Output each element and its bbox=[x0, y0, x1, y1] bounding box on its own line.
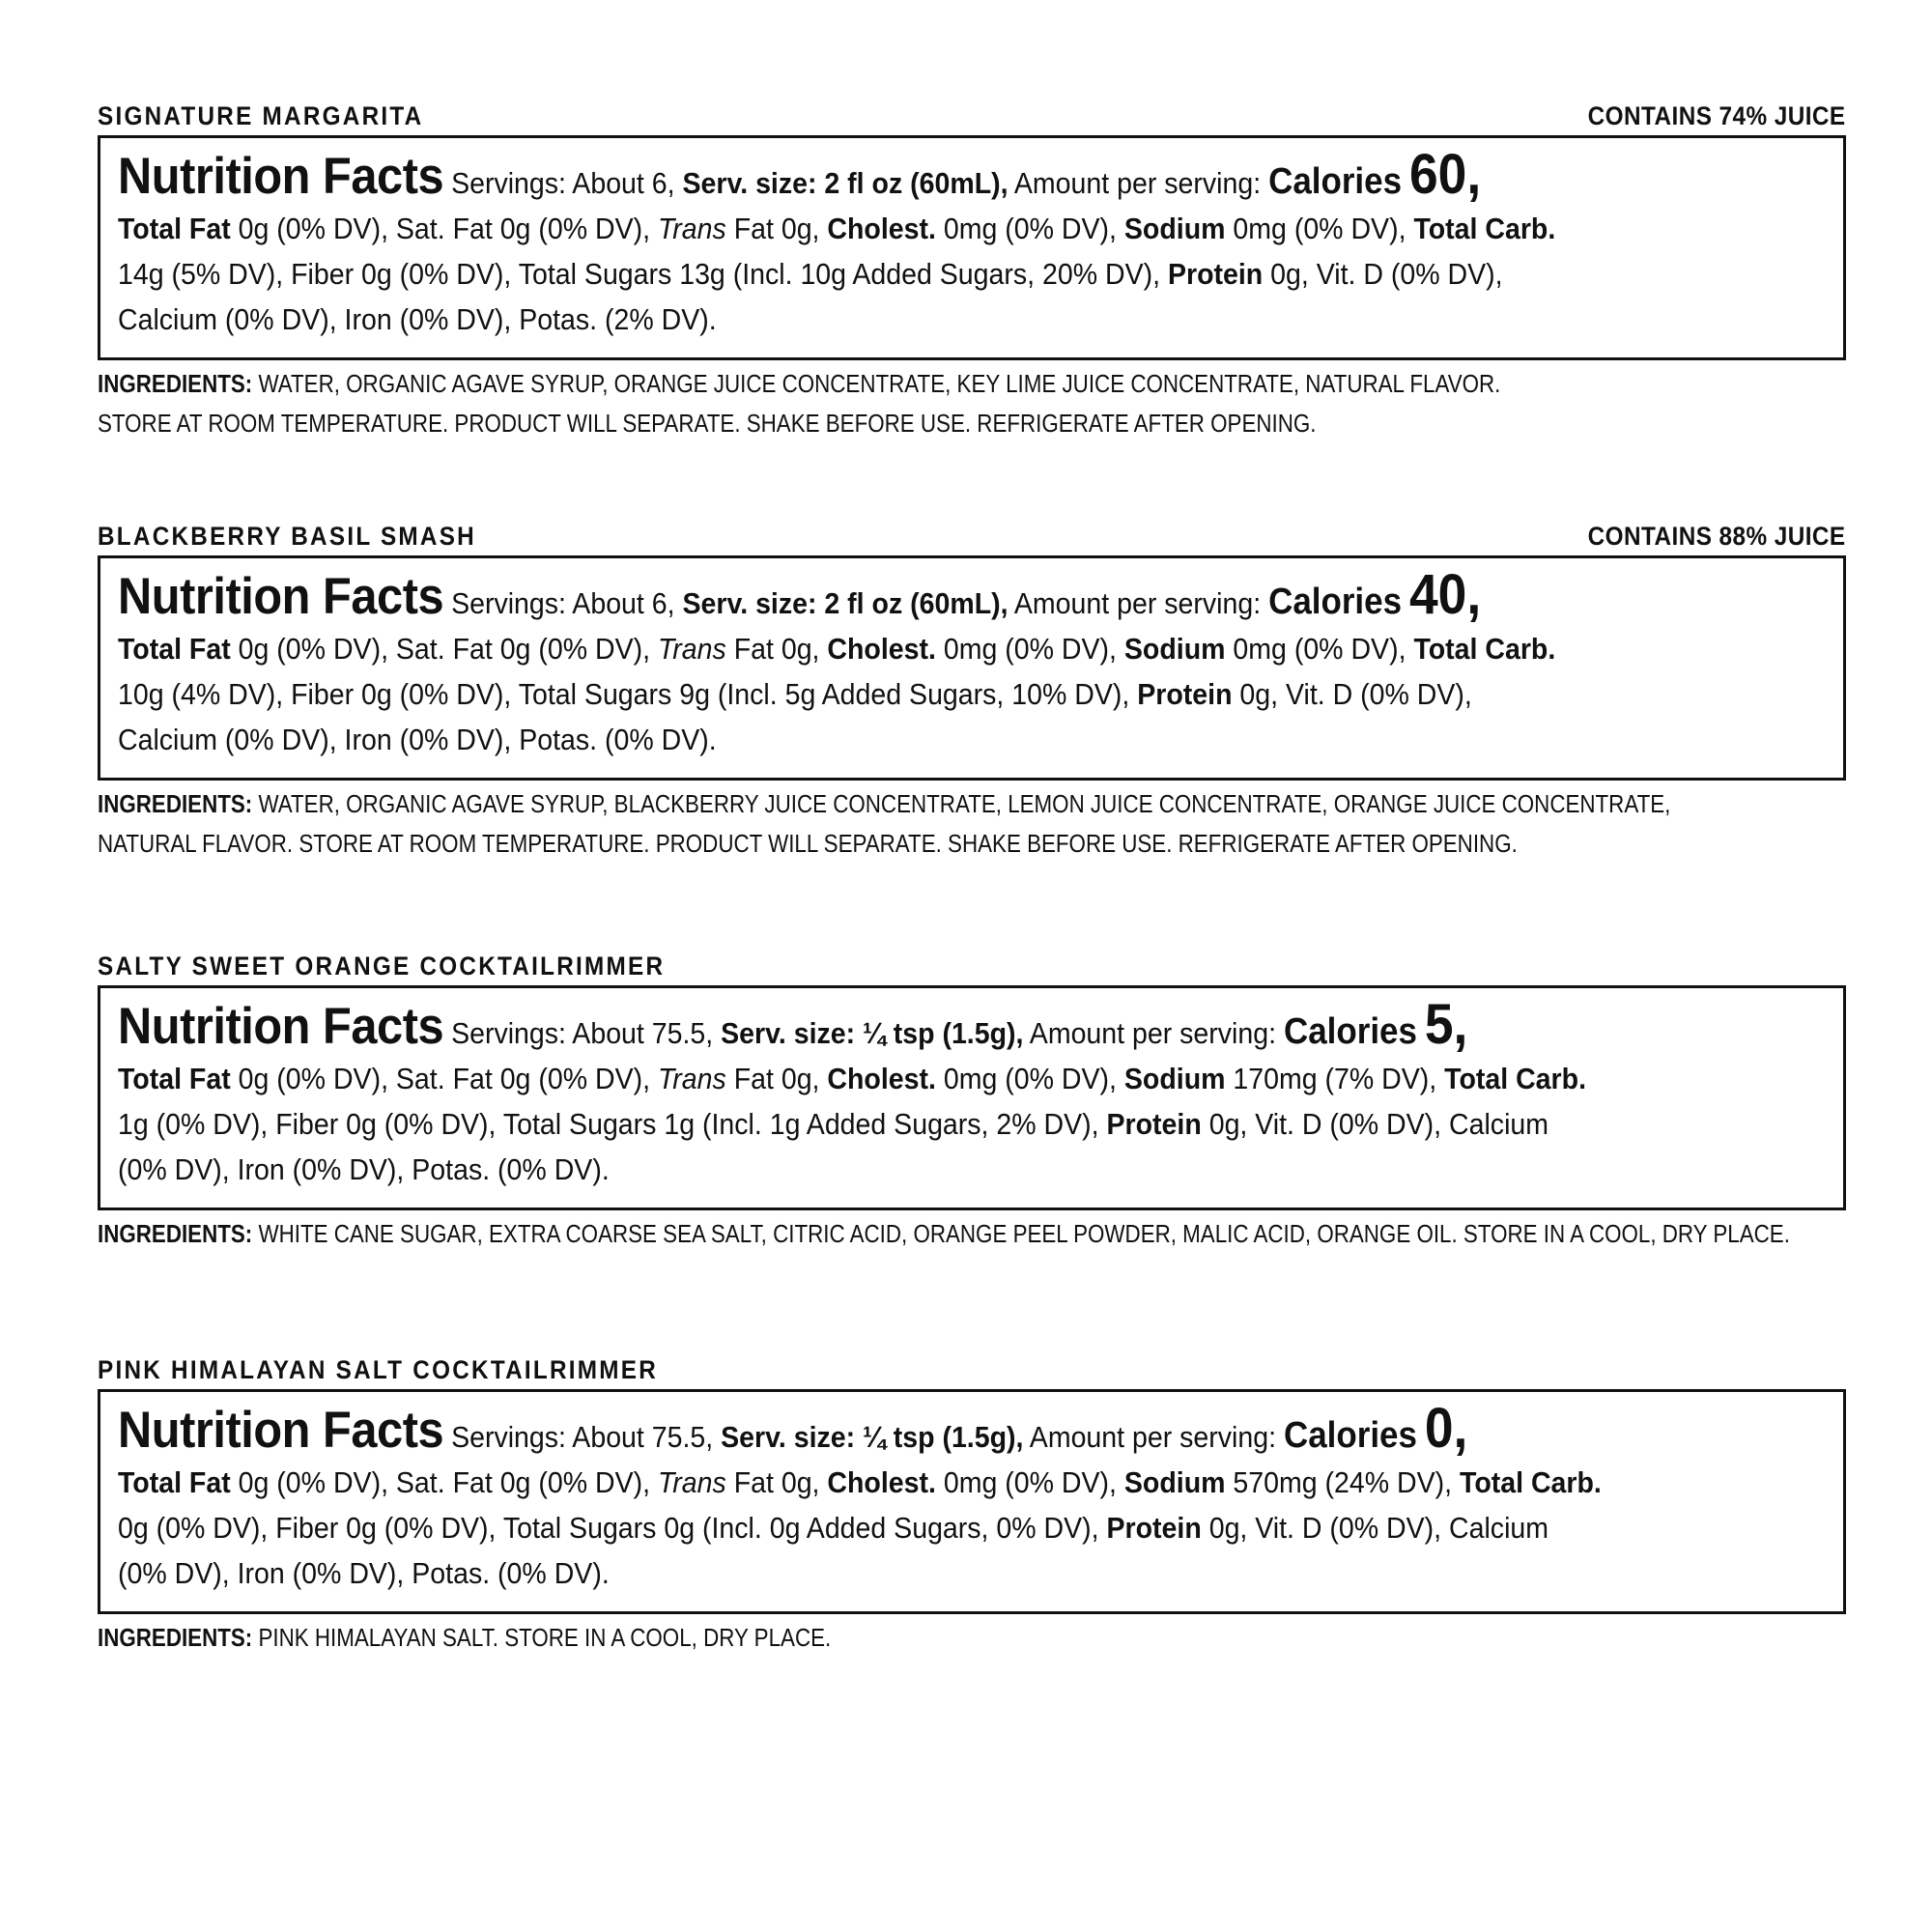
sodium-label: Sodium bbox=[1123, 632, 1226, 666]
nutrition-line-3 bbox=[118, 1505, 1690, 1550]
nutrition-line-3 bbox=[118, 1101, 1690, 1147]
total-fat-value: 0g (0% DV), Sat. Fat 0g (0% DV), bbox=[238, 212, 651, 245]
nutrition-line-2 bbox=[118, 206, 1690, 251]
trans-label: Trans bbox=[657, 212, 726, 245]
carb-sugars-text: 10g (4% DV), Fiber 0g (0% DV), Total Sugars 9g (Incl. 5g Added Sugars, 10% DV), bbox=[118, 677, 1130, 711]
amount-per-serving: Amount per serving: bbox=[1013, 586, 1262, 620]
product-header bbox=[98, 517, 1846, 552]
product-signature-margarita bbox=[98, 97, 1846, 443]
nutrition-line-4: Calcium (0% DV), Iron (0% DV), Potas. (2% DV). bbox=[118, 302, 717, 336]
nutrition-line-2 bbox=[118, 626, 1690, 671]
nutrition-line-2 bbox=[118, 1056, 1690, 1101]
ingredients-block bbox=[98, 364, 1602, 443]
product-blackberry-basil-smash bbox=[98, 517, 1846, 864]
ingredients-label: INGREDIENTS: bbox=[98, 1623, 253, 1652]
cholesterol-label: Cholest. bbox=[827, 212, 936, 245]
carb-sugars-text: 0g (0% DV), Fiber 0g (0% DV), Total Sugars 0g (Incl. 0g Added Sugars, 0% DV), bbox=[118, 1511, 1099, 1545]
calories-value: 60, bbox=[1408, 143, 1482, 206]
protein-label: Protein bbox=[1167, 257, 1264, 291]
product-header bbox=[98, 947, 1846, 981]
amount-per-serving: Amount per serving: bbox=[1029, 1016, 1277, 1050]
protein-label: Protein bbox=[1106, 1511, 1202, 1545]
ingredients-block bbox=[98, 1618, 1602, 1658]
juice-content: CONTAINS 74% JUICE bbox=[1588, 101, 1846, 130]
protein-vitamins-text: 0g, Vit. D (0% DV), Calcium bbox=[1208, 1107, 1549, 1141]
total-carb-label: Total Carb. bbox=[1444, 1062, 1586, 1095]
nutrition-facts-title: Nutrition Facts bbox=[118, 148, 444, 205]
ingredients-text: WATER, ORGANIC AGAVE SYRUP, ORANGE JUICE CONCENTRATE, KEY LIME JUICE CONCENTRATE, NATURAL FLAVOR. bbox=[258, 369, 1501, 398]
servings: Servings: About 75.5, bbox=[451, 1016, 714, 1050]
nutrition-line-2 bbox=[118, 1460, 1690, 1505]
product-name: SALTY SWEET ORANGE COCKTAILRIMMER bbox=[98, 952, 666, 980]
nutrition-line-3 bbox=[118, 671, 1690, 717]
cholesterol-label: Cholest. bbox=[827, 1465, 936, 1499]
storage-instructions: STORE AT ROOM TEMPERATURE. PRODUCT WILL SEPARATE. SHAKE BEFORE USE. REFRIGERATE AFTER OPENING. bbox=[98, 409, 1317, 438]
product-header bbox=[98, 97, 1846, 131]
amount-per-serving: Amount per serving: bbox=[1013, 166, 1262, 200]
total-carb-label: Total Carb. bbox=[1460, 1465, 1602, 1499]
ingredients-line bbox=[98, 784, 1671, 824]
nutrition-facts-panel bbox=[98, 985, 1846, 1210]
total-fat-value: 0g (0% DV), Sat. Fat 0g (0% DV), bbox=[238, 1465, 651, 1499]
nutrition-line-1 bbox=[118, 563, 1690, 626]
trans-fat-value: Fat 0g, bbox=[733, 1062, 820, 1095]
sodium-value: 570mg (24% DV), bbox=[1233, 1465, 1453, 1499]
trans-label: Trans bbox=[657, 1062, 726, 1095]
total-fat-value: 0g (0% DV), Sat. Fat 0g (0% DV), bbox=[238, 632, 651, 666]
total-carb-label: Total Carb. bbox=[1413, 212, 1556, 245]
sodium-value: 170mg (7% DV), bbox=[1233, 1062, 1437, 1095]
sodium-value: 0mg (0% DV), bbox=[1233, 212, 1406, 245]
calories-value: 5, bbox=[1424, 993, 1468, 1056]
storage-instructions: NATURAL FLAVOR. STORE AT ROOM TEMPERATURE. PRODUCT WILL SEPARATE. SHAKE BEFORE USE. REFRIGERATE AFTER OPENING. bbox=[98, 829, 1518, 858]
ingredients-text: PINK HIMALAYAN SALT. STORE IN A COOL, DRY PLACE. bbox=[258, 1623, 832, 1652]
serving-size: Serv. size: ¼ tsp (1.5g), bbox=[721, 1420, 1024, 1454]
calories-label: Calories bbox=[1268, 161, 1403, 202]
ingredients-block bbox=[98, 784, 1671, 864]
ingredients-text: WATER, ORGANIC AGAVE SYRUP, BLACKBERRY JUICE CONCENTRATE, LEMON JUICE CONCENTRATE, ORANGE JUICE CONCENTRATE, bbox=[258, 789, 1671, 818]
nutrition-line-1 bbox=[118, 1397, 1690, 1460]
trans-label: Trans bbox=[657, 632, 726, 666]
servings: Servings: About 75.5, bbox=[451, 1420, 714, 1454]
protein-vitamins-text: 0g, Vit. D (0% DV), bbox=[1239, 677, 1472, 711]
nutrition-facts-title: Nutrition Facts bbox=[118, 998, 444, 1055]
serving-size: Serv. size: 2 fl oz (60mL), bbox=[682, 586, 1009, 620]
carb-sugars-text: 1g (0% DV), Fiber 0g (0% DV), Total Sugars 1g (Incl. 1g Added Sugars, 2% DV), bbox=[118, 1107, 1099, 1141]
trans-fat-value: Fat 0g, bbox=[733, 1465, 820, 1499]
nutrition-facts-panel bbox=[98, 555, 1846, 781]
nutrition-facts-panel bbox=[98, 135, 1846, 360]
cholesterol-value: 0mg (0% DV), bbox=[943, 1465, 1117, 1499]
ingredients-label: INGREDIENTS: bbox=[98, 369, 253, 398]
servings: Servings: About 6, bbox=[451, 166, 675, 200]
nutrition-line-1 bbox=[118, 143, 1690, 206]
cholesterol-label: Cholest. bbox=[827, 1062, 936, 1095]
serving-size: Serv. size: ¼ tsp (1.5g), bbox=[721, 1016, 1024, 1050]
protein-vitamins-text: 0g, Vit. D (0% DV), Calcium bbox=[1208, 1511, 1549, 1545]
sodium-label: Sodium bbox=[1123, 1062, 1226, 1095]
ingredients-block bbox=[98, 1214, 1790, 1254]
calories-label: Calories bbox=[1283, 1011, 1417, 1052]
cholesterol-label: Cholest. bbox=[827, 632, 936, 666]
product-header bbox=[98, 1350, 1846, 1385]
product-salty-sweet-orange-rimmer bbox=[98, 947, 1846, 1254]
protein-vitamins-text: 0g, Vit. D (0% DV), bbox=[1270, 257, 1503, 291]
product-pink-himalayan-salt-rimmer bbox=[98, 1350, 1846, 1658]
nutrition-line-4: Calcium (0% DV), Iron (0% DV), Potas. (0% DV). bbox=[118, 723, 717, 756]
servings: Servings: About 6, bbox=[451, 586, 675, 620]
nutrition-line-4: (0% DV), Iron (0% DV), Potas. (0% DV). bbox=[118, 1556, 610, 1590]
juice-content: CONTAINS 88% JUICE bbox=[1588, 522, 1846, 551]
carb-sugars-text: 14g (5% DV), Fiber 0g (0% DV), Total Sugars 13g (Incl. 10g Added Sugars, 20% DV), bbox=[118, 257, 1161, 291]
calories-label: Calories bbox=[1283, 1415, 1417, 1456]
nutrition-facts-panel bbox=[98, 1389, 1846, 1614]
cholesterol-value: 0mg (0% DV), bbox=[943, 632, 1117, 666]
ingredients-label: INGREDIENTS: bbox=[98, 789, 253, 818]
cholesterol-value: 0mg (0% DV), bbox=[943, 1062, 1117, 1095]
ingredients-line bbox=[98, 1618, 1602, 1658]
protein-label: Protein bbox=[1106, 1107, 1202, 1141]
sodium-label: Sodium bbox=[1123, 1465, 1226, 1499]
total-fat-label: Total Fat bbox=[118, 632, 231, 666]
amount-per-serving: Amount per serving: bbox=[1029, 1420, 1277, 1454]
nutrition-facts-title: Nutrition Facts bbox=[118, 568, 444, 625]
ingredients-line bbox=[98, 364, 1602, 404]
cholesterol-value: 0mg (0% DV), bbox=[943, 212, 1117, 245]
nutrition-facts-title: Nutrition Facts bbox=[118, 1402, 444, 1459]
total-fat-label: Total Fat bbox=[118, 1465, 231, 1499]
total-fat-label: Total Fat bbox=[118, 1062, 231, 1095]
nutrition-line-3 bbox=[118, 251, 1690, 297]
product-name: SIGNATURE MARGARITA bbox=[98, 101, 424, 130]
calories-label: Calories bbox=[1268, 582, 1403, 622]
ingredients-line bbox=[98, 1214, 1790, 1254]
sodium-label: Sodium bbox=[1123, 212, 1226, 245]
total-fat-value: 0g (0% DV), Sat. Fat 0g (0% DV), bbox=[238, 1062, 651, 1095]
total-fat-label: Total Fat bbox=[118, 212, 231, 245]
ingredients-label: INGREDIENTS: bbox=[98, 1219, 253, 1248]
product-name: BLACKBERRY BASIL SMASH bbox=[98, 522, 476, 551]
trans-label: Trans bbox=[657, 1465, 726, 1499]
nutrition-line-1 bbox=[118, 993, 1690, 1056]
protein-label: Protein bbox=[1137, 677, 1233, 711]
calories-value: 0, bbox=[1424, 1397, 1468, 1460]
calories-value: 40, bbox=[1408, 563, 1482, 626]
ingredients-text: WHITE CANE SUGAR, EXTRA COARSE SEA SALT, CITRIC ACID, ORANGE PEEL POWDER, MALIC ACID, ORANGE OIL. STORE IN A COOL, DRY PLACE. bbox=[258, 1219, 1790, 1248]
sodium-value: 0mg (0% DV), bbox=[1233, 632, 1406, 666]
trans-fat-value: Fat 0g, bbox=[733, 632, 820, 666]
nutrition-line-4: (0% DV), Iron (0% DV), Potas. (0% DV). bbox=[118, 1152, 610, 1186]
product-name: PINK HIMALAYAN SALT COCKTAILRIMMER bbox=[98, 1355, 659, 1384]
total-carb-label: Total Carb. bbox=[1413, 632, 1556, 666]
trans-fat-value: Fat 0g, bbox=[733, 212, 820, 245]
serving-size: Serv. size: 2 fl oz (60mL), bbox=[682, 166, 1009, 200]
